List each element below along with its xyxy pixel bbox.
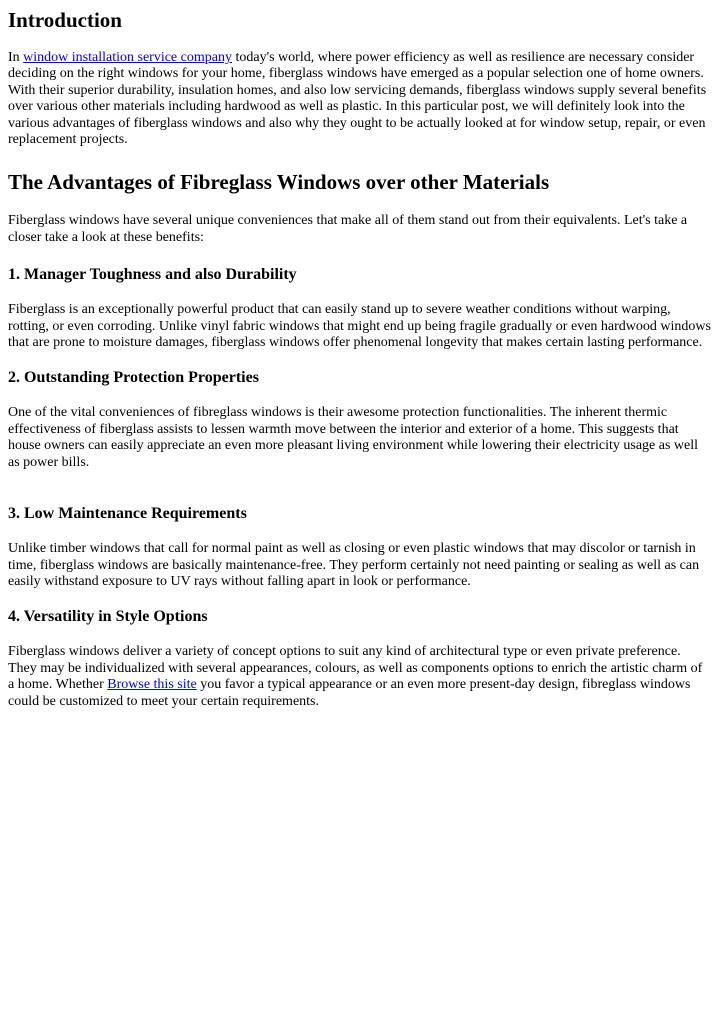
window-installation-link[interactable]: window installation service company <box>23 50 232 65</box>
section-4-text-start: Fiberglass windows deliver a variety of concept options to suit any kind of architectural type or even private preference. They may be individualized with several appearances, colours, as well as components options to enrich the artistic charm of a home. Whether <box>8 644 703 693</box>
section-4-paragraph <box>8 644 712 710</box>
section-2-heading: 2. Outstanding Protection Properties <box>8 369 259 387</box>
section-1-heading: 1. Manager Toughness and also Durability <box>8 266 297 284</box>
section-1-paragraph: Fiberglass is an exceptionally powerful product that can easily stand up to severe weather conditions without warping, rotting, or even corroding. Unlike vinyl fabric windows that might end up being fragile gradually or even hardwood windows that are prone to moisture damages, fiberglass windows offer phenomenal longevity that makes certain lasting performance. <box>8 302 711 351</box>
browse-this-site-link[interactable]: Browse this site <box>107 677 197 693</box>
intro-text-end: today's world, where power efficiency as well as resilience are necessary consider deciding on the right windows for your home, fiberglass windows have emerged as a popular selection one of home owners. With their superior durability, insulation homes, and also low servicing demands, fiberglass windows supply several benefits over various other materials including hardwood as well as plastic. In this particular post, we will definitely look into the various advantages of fiberglass windows and also why they ought to be actually looked at for window setup, repair, or even replacement projects. <box>8 50 707 148</box>
section-3-paragraph: Unlike timber windows that call for normal paint as well as closing or even plastic windows that may discolor or tarnish in time, fiberglass windows are basically maintenance-free. They perform certainly not need painting or sealing as well as can easily withstand exposure to UV rays without falling apart in look or performance. <box>8 541 700 589</box>
intro-heading: Introduction <box>8 8 122 32</box>
section-4-text-end: you favor a typical appearance or an even more present-day design, fibreglass windows could be customized to meet your certain requirements. <box>8 677 691 709</box>
article <box>0 7 720 710</box>
section-4-heading: 4. Versatility in Style Options <box>8 608 208 626</box>
section-3-heading: 3. Low Maintenance Requirements <box>8 505 247 523</box>
intro-paragraph <box>8 50 712 148</box>
advantages-heading: The Advantages of Fibreglass Windows over other Materials <box>8 170 550 195</box>
section-2-paragraph: One of the vital conveniences of fibreglass windows is their awesome protection functionalities. The inherent thermic effectiveness of fiberglass assists to lessen warmth move between the interior and exterior of a home. This suggests that house owners can easily appreciate an even more pleasant living environment while lowering their electricity usage as well as power bills. <box>8 405 699 470</box>
advantages-paragraph: Fiberglass windows have several unique conveniences that make all of them stand out from their equivalents. Let's take a closer take a look at these benefits: <box>8 213 688 245</box>
intro-text-start: In <box>8 50 24 65</box>
